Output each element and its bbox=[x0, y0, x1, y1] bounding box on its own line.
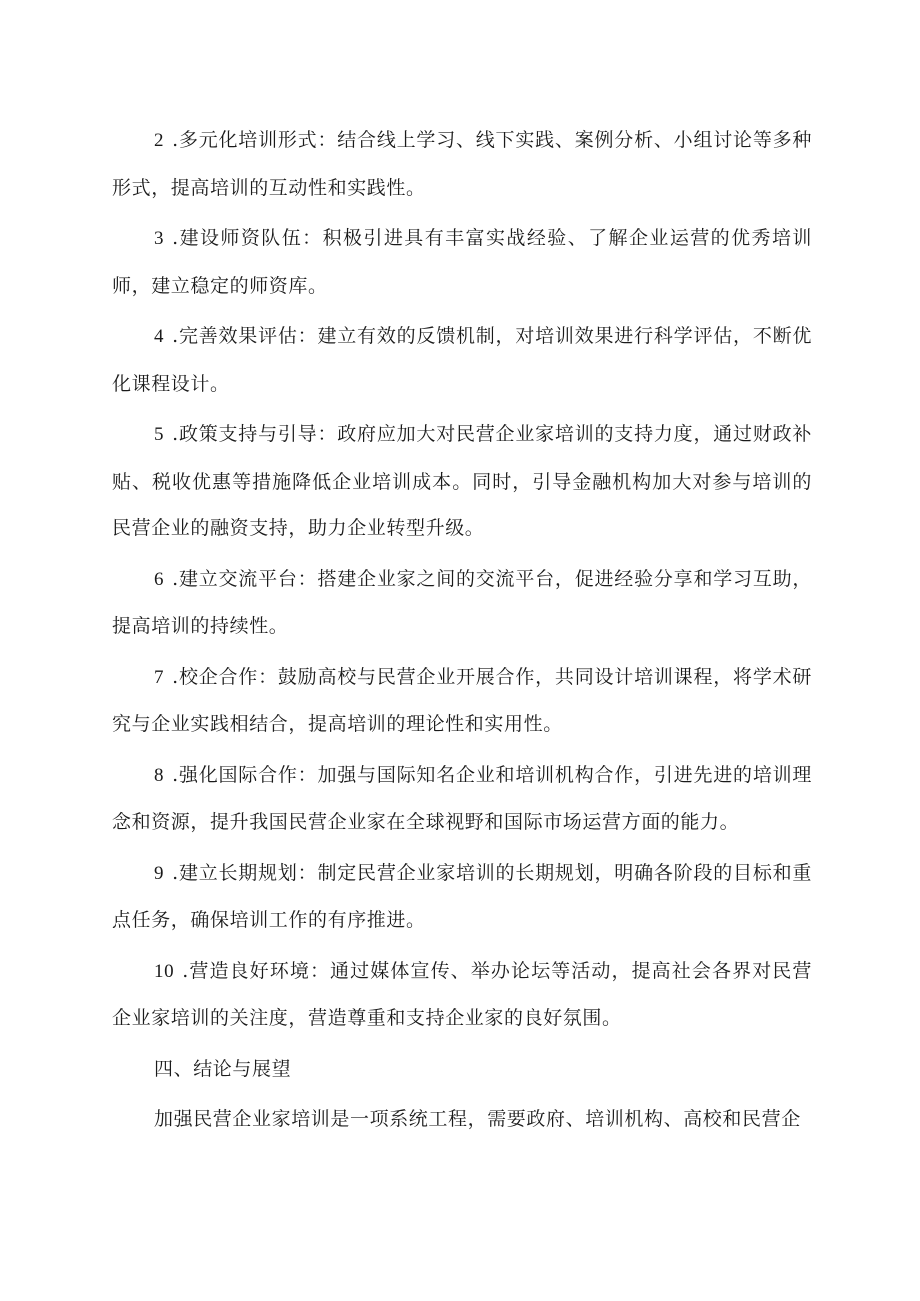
item-number: 7 bbox=[154, 666, 165, 688]
item-text: .政策支持与引导：政府应加大对民营企业家培训的支持力度，通过财政补贴、税收优惠等措施降低企业培训成本。同时，引导金融机构加大对参与培训的民营企业的融资支持，助力企业转型升级。 bbox=[112, 423, 812, 539]
list-item-5 bbox=[112, 411, 812, 552]
item-text: .建立交流平台：搭建企业家之间的交流平台，促进经验分享和学习互助，提高培训的持续性。 bbox=[112, 567, 812, 637]
list-item-8 bbox=[112, 752, 812, 846]
closing-paragraph: 加强民营企业家培训是一项系统工程，需要政府、培训机构、高校和民营企 bbox=[154, 1108, 801, 1130]
list-item-7 bbox=[112, 654, 812, 748]
item-number: 9 bbox=[154, 862, 165, 884]
item-text: .校企合作：鼓励高校与民营企业开展合作，共同设计培训课程，将学术研究与企业实践相结合，提高培训的理论性和实用性。 bbox=[112, 665, 812, 735]
item-text: .营造良好环境：通过媒体宣传、举办论坛等活动，提高社会各界对民营企业家培训的关注度，营造尊重和支持企业家的良好氛围。 bbox=[112, 959, 812, 1029]
item-number: 6 bbox=[154, 568, 165, 590]
list-item-9 bbox=[112, 850, 812, 944]
list-item-3 bbox=[112, 215, 812, 309]
item-number: 3 bbox=[154, 228, 165, 249]
list-item-6 bbox=[112, 556, 812, 650]
item-number: 10 bbox=[154, 960, 175, 982]
item-number: 5 bbox=[154, 424, 165, 445]
item-text: .建设师资队伍：积极引进具有丰富实战经验、了解企业运营的优秀培训师，建立稳定的师资库。 bbox=[112, 227, 812, 297]
item-text: .多元化培训形式：结合线上学习、线下实践、案例分析、小组讨论等多种形式，提高培训的互动性和实践性。 bbox=[112, 129, 812, 199]
item-text: .建立长期规划：制定民营企业家培训的长期规划，明确各阶段的目标和重点任务，确保培训工作的有序推进。 bbox=[112, 861, 812, 931]
item-number: 2 bbox=[154, 130, 165, 151]
item-text: .完善效果评估：建立有效的反馈机制，对培训效果进行科学评估，不断优化课程设计。 bbox=[112, 325, 812, 395]
item-number: 8 bbox=[154, 764, 165, 786]
list-item-4 bbox=[112, 313, 812, 407]
item-number: 4 bbox=[154, 326, 165, 347]
list-item-2 bbox=[112, 117, 812, 211]
section-heading: 四、结论与展望 bbox=[154, 1057, 292, 1080]
document-body bbox=[112, 117, 812, 1147]
list-item-10 bbox=[112, 948, 812, 1042]
item-text: .强化国际合作：加强与国际知名企业和培训机构合作，引进先进的培训理念和资源，提升我国民营企业家在全球视野和国际市场运营方面的能力。 bbox=[112, 763, 812, 833]
